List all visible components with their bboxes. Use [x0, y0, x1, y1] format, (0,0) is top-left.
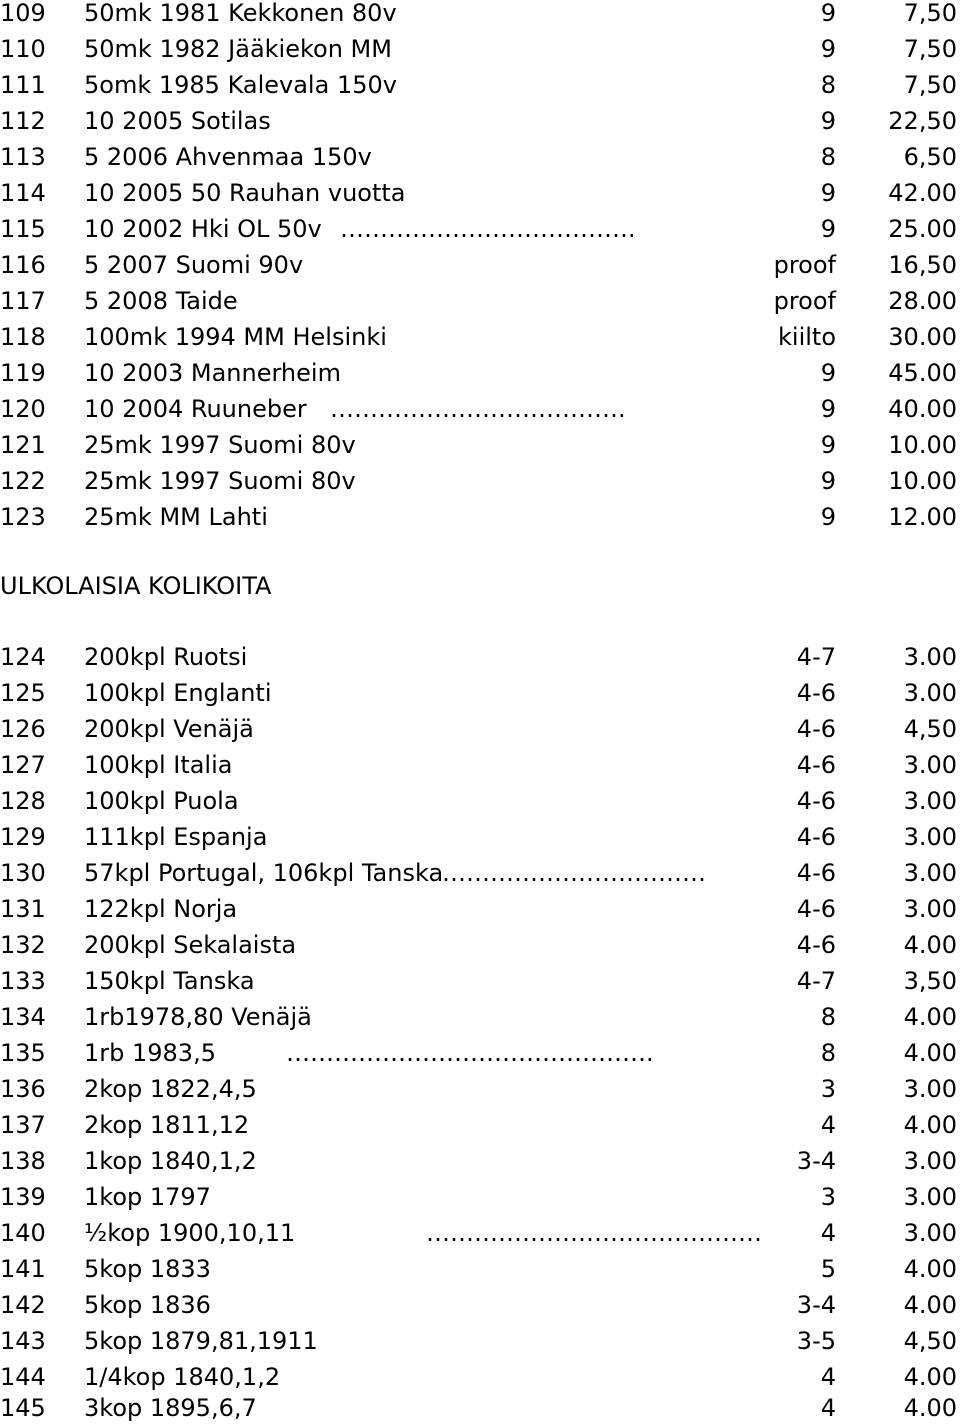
item-description: 10 2005 50 Rauhan vuotta: [84, 179, 406, 207]
item-number: 123: [0, 503, 46, 531]
item-grade: 4-6: [796, 931, 836, 959]
item-number: 130: [0, 859, 46, 887]
item-description: 100kpl Italia: [84, 751, 233, 779]
list-item: [0, 855, 960, 891]
item-description: 50mk 1981 Kekkonen 80v: [84, 0, 397, 27]
list-item: [0, 1287, 960, 1323]
list-item: [0, 175, 960, 211]
item-description: 10 2003 Mannerheim: [84, 359, 341, 387]
item-grade: kiilto: [778, 323, 836, 351]
item-grade: 9: [820, 215, 836, 243]
item-number: 120: [0, 395, 46, 423]
item-description: 10 2005 Sotilas: [84, 107, 271, 135]
item-grade: 4-6: [796, 895, 836, 923]
item-price: 4.00: [903, 1363, 957, 1391]
item-price: 4.00: [903, 1394, 957, 1422]
item-price: 3.00: [903, 643, 957, 671]
item-price: 3.00: [903, 751, 957, 779]
item-price: 30.00: [888, 323, 957, 351]
item-price: 7,50: [903, 0, 957, 27]
item-grade: 9: [820, 107, 836, 135]
item-number: 133: [0, 967, 46, 995]
list-item: [0, 1107, 960, 1143]
list-item: [0, 1323, 960, 1359]
item-description: 5 2006 Ahvenmaa 150v: [84, 143, 372, 171]
item-number: 122: [0, 467, 46, 495]
item-number: 110: [0, 35, 46, 63]
item-number: 137: [0, 1111, 46, 1139]
item-grade: 8: [820, 71, 836, 99]
item-grade: 3: [820, 1075, 836, 1103]
item-description: 25mk MM Lahti: [84, 503, 268, 531]
item-description: 57kpl Portugal, 106kpl Tanska: [84, 859, 444, 887]
item-number: 142: [0, 1291, 46, 1319]
item-description: 111kpl Espanja: [84, 823, 268, 851]
item-number: 124: [0, 643, 46, 671]
item-description: 200kpl Venäjä: [84, 715, 254, 743]
item-number: 109: [0, 0, 46, 27]
item-price: 40.00: [888, 395, 957, 423]
item-description: 1kop 1797: [84, 1183, 211, 1211]
item-price: 4,50: [903, 1327, 957, 1355]
list-item: [0, 355, 960, 391]
list-item: [0, 1143, 960, 1179]
item-price: 3.00: [903, 787, 957, 815]
item-description: ½kop 1900,10,11: [84, 1219, 296, 1247]
item-description: 200kpl Sekalaista: [84, 931, 297, 959]
list-item: [0, 0, 960, 31]
item-grade: 3: [820, 1183, 836, 1211]
item-price: 10.00: [888, 431, 957, 459]
item-grade: proof: [773, 287, 836, 315]
item-number: 128: [0, 787, 46, 815]
item-price: 3,50: [903, 967, 957, 995]
item-price: 10.00: [888, 467, 957, 495]
item-grade: 9: [820, 503, 836, 531]
item-grade: 4-7: [796, 643, 836, 671]
dot-leader: ……………………………………: [426, 1219, 762, 1247]
item-grade: 4: [820, 1363, 836, 1391]
item-price: 4.00: [903, 1003, 957, 1031]
item-description: 25mk 1997 Suomi 80v: [84, 431, 356, 459]
list-item: [0, 1215, 960, 1251]
item-grade: 9: [820, 467, 836, 495]
item-description: 1rb1978,80 Venäjä: [84, 1003, 312, 1031]
item-price: 25.00: [888, 215, 957, 243]
item-grade: 8: [820, 1039, 836, 1067]
item-description: 5omk 1985 Kalevala 150v: [84, 71, 397, 99]
item-price: 3.00: [903, 895, 957, 923]
item-price: 4,50: [903, 715, 957, 743]
item-description: 5 2008 Taide: [84, 287, 238, 315]
item-description: 5kop 1836: [84, 1291, 211, 1319]
list-item: [0, 463, 960, 499]
item-price: 3.00: [903, 859, 957, 887]
item-grade: 4: [820, 1219, 836, 1247]
list-item: [0, 427, 960, 463]
item-number: 117: [0, 287, 46, 315]
item-grade: 9: [820, 35, 836, 63]
item-grade: 4-6: [796, 715, 836, 743]
item-grade: 8: [820, 143, 836, 171]
item-grade: 4-6: [796, 751, 836, 779]
item-description: 200kpl Ruotsi: [84, 643, 248, 671]
item-description: 2kop 1822,4,5: [84, 1075, 257, 1103]
item-price: 4.00: [903, 1291, 957, 1319]
item-description: 2kop 1811,12: [84, 1111, 250, 1139]
item-grade: 9: [820, 0, 836, 27]
item-number: 134: [0, 1003, 46, 1031]
item-price: 28.00: [888, 287, 957, 315]
item-number: 140: [0, 1219, 46, 1247]
item-description: 5 2007 Suomi 90v: [84, 251, 304, 279]
item-number: 141: [0, 1255, 46, 1283]
item-grade: 9: [820, 395, 836, 423]
list-item: [0, 247, 960, 283]
item-description: 1/4kop 1840,1,2: [84, 1363, 281, 1391]
item-price: 3.00: [903, 823, 957, 851]
item-grade: 9: [820, 179, 836, 207]
list-item: [0, 391, 960, 427]
item-grade: 4-6: [796, 679, 836, 707]
dot-leader: ……………………………….: [340, 215, 636, 243]
item-price: 3.00: [903, 679, 957, 707]
list-item: [0, 819, 960, 855]
item-number: 145: [0, 1394, 46, 1422]
item-grade: 4-7: [796, 967, 836, 995]
item-price: 12.00: [888, 503, 957, 531]
list-item: [0, 139, 960, 175]
item-description: 25mk 1997 Suomi 80v: [84, 467, 356, 495]
item-price: 4.00: [903, 1039, 957, 1067]
item-description: 3kop 1895,6,7: [84, 1394, 257, 1422]
item-description: 100mk 1994 MM Helsinki: [84, 323, 387, 351]
item-description: 5kop 1879,81,1911: [84, 1327, 318, 1355]
item-grade: 4-6: [796, 787, 836, 815]
list-item: [0, 1251, 960, 1287]
list-item: [0, 1390, 960, 1426]
item-grade: 3-4: [796, 1147, 836, 1175]
item-number: 112: [0, 107, 46, 135]
list-item: [0, 639, 960, 675]
item-number: 115: [0, 215, 46, 243]
list-item: [0, 999, 960, 1035]
list-item: [0, 31, 960, 67]
item-number: 111: [0, 71, 46, 99]
item-grade: 8: [820, 1003, 836, 1031]
item-number: 127: [0, 751, 46, 779]
item-grade: 4-6: [796, 823, 836, 851]
list-item: [0, 499, 960, 535]
list-item: [0, 283, 960, 319]
item-price: 4.00: [903, 1111, 957, 1139]
item-description: 10 2002 Hki OL 50v: [84, 215, 322, 243]
item-number: 144: [0, 1363, 46, 1391]
item-price: 3.00: [903, 1147, 957, 1175]
item-number: 118: [0, 323, 46, 351]
section-heading: ULKOLAISIA KOLIKOITA: [0, 572, 272, 600]
list-item: [0, 747, 960, 783]
item-number: 131: [0, 895, 46, 923]
list-item: [0, 211, 960, 247]
item-grade: 4: [820, 1394, 836, 1422]
list-item: [0, 103, 960, 139]
item-grade: 5: [820, 1255, 836, 1283]
item-price: 45.00: [888, 359, 957, 387]
list-item: [0, 711, 960, 747]
item-grade: proof: [773, 251, 836, 279]
item-number: 139: [0, 1183, 46, 1211]
item-description: 122kpl Norja: [84, 895, 238, 923]
item-grade: 9: [820, 359, 836, 387]
list-item: [0, 927, 960, 963]
item-number: 143: [0, 1327, 46, 1355]
item-number: 119: [0, 359, 46, 387]
list-item: [0, 675, 960, 711]
item-number: 121: [0, 431, 46, 459]
item-description: 100kpl Englanti: [84, 679, 272, 707]
list-item: [0, 891, 960, 927]
item-description: 1kop 1840,1,2: [84, 1147, 257, 1175]
dot-leader: ……………………………: [442, 859, 706, 887]
item-number: 136: [0, 1075, 46, 1103]
list-item: [0, 1071, 960, 1107]
item-number: 129: [0, 823, 46, 851]
list-item: [0, 1179, 960, 1215]
item-grade: 9: [820, 431, 836, 459]
item-description: 10 2004 Ruuneber: [84, 395, 307, 423]
item-price: 16,50: [888, 251, 957, 279]
item-price: 7,50: [903, 35, 957, 63]
item-price: 3.00: [903, 1183, 957, 1211]
list-item: [0, 783, 960, 819]
list-item: [0, 319, 960, 355]
item-price: 4.00: [903, 1255, 957, 1283]
list-item: [0, 67, 960, 103]
item-price: 3.00: [903, 1075, 957, 1103]
item-price: 22,50: [888, 107, 957, 135]
item-number: 135: [0, 1039, 46, 1067]
dot-leader: ……………………………………….: [286, 1039, 654, 1067]
list-item: [0, 963, 960, 999]
item-grade: 3-5: [796, 1327, 836, 1355]
item-price: 6,50: [903, 143, 957, 171]
item-description: 100kpl Puola: [84, 787, 239, 815]
list-item: [0, 1035, 960, 1071]
item-description: 50mk 1982 Jääkiekon MM: [84, 35, 392, 63]
item-grade: 4: [820, 1111, 836, 1139]
item-price: 4.00: [903, 931, 957, 959]
item-price: 3.00: [903, 1219, 957, 1247]
item-grade: 4-6: [796, 859, 836, 887]
item-number: 126: [0, 715, 46, 743]
item-grade: 3-4: [796, 1291, 836, 1319]
item-number: 116: [0, 251, 46, 279]
item-number: 114: [0, 179, 46, 207]
item-description: 1rb 1983,5: [84, 1039, 216, 1067]
item-description: 150kpl Tanska: [84, 967, 255, 995]
item-number: 113: [0, 143, 46, 171]
item-price: 7,50: [903, 71, 957, 99]
dot-leader: ……………………………….: [330, 395, 626, 423]
item-number: 132: [0, 931, 46, 959]
item-number: 138: [0, 1147, 46, 1175]
item-price: 42.00: [888, 179, 957, 207]
item-description: 5kop 1833: [84, 1255, 211, 1283]
item-number: 125: [0, 679, 46, 707]
